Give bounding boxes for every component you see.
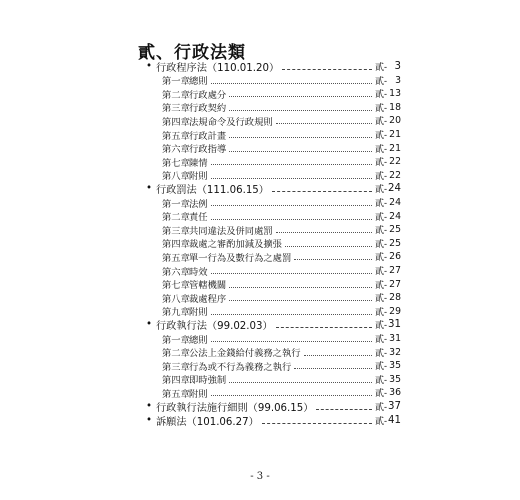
page-number: 25 (389, 224, 401, 236)
chapter-title: 單一行為及數行為之處罰 (189, 252, 292, 264)
chapter-title: 行政指導 (189, 144, 227, 156)
chapter-title: 裁處之審酌加減及擴張 (189, 239, 282, 251)
toc-chapter-entry[interactable] (162, 332, 401, 345)
page-number: 24 (389, 197, 401, 208)
chapter-number: 第一章 (162, 334, 190, 346)
dot-leader (211, 340, 372, 342)
toc-law-entry[interactable] (146, 60, 401, 73)
dot-leader (211, 313, 372, 315)
toc-chapter-entry[interactable] (162, 346, 401, 359)
chapter-number: 第八章 (162, 293, 190, 305)
chapter-title: 公法上金錢給付義務之執行 (189, 348, 301, 360)
toc-chapter-entry[interactable] (162, 250, 401, 263)
chapter-number: 第九章 (162, 307, 190, 319)
chapter-number: 第一章 (162, 76, 190, 88)
chapter-number: 第五章 (162, 388, 190, 400)
chapter-number: 第五章 (162, 130, 190, 142)
law-title: 行政罰法（111.06.15） (156, 185, 269, 197)
page-prefix: 貳- (374, 63, 387, 73)
toc-chapter-entry[interactable] (162, 87, 401, 100)
page-number: 20 (389, 115, 401, 127)
chapter-title: 附則 (189, 388, 208, 400)
chapter-title: 附則 (189, 307, 208, 319)
chapter-number: 第八章 (162, 171, 190, 183)
toc-chapter-entry[interactable] (162, 114, 401, 127)
page-prefix: 貳- (374, 416, 387, 427)
page-number: 31 (388, 319, 401, 331)
page-prefix: 貳- (374, 294, 387, 305)
chapter-number: 第一章 (162, 198, 190, 210)
dot-leader (211, 82, 372, 84)
chapter-title: 行政計畫 (189, 130, 227, 142)
toc-chapter-entry[interactable] (162, 264, 401, 277)
dot-leader (229, 95, 372, 97)
dot-leader (211, 163, 372, 165)
page-number: 31 (389, 333, 401, 344)
chapter-number: 第五章 (162, 252, 190, 264)
chapter-number: 第六章 (162, 144, 190, 156)
page-number: 32 (389, 346, 401, 358)
law-title: 行政執行法施行細則（99.06.15） (156, 403, 314, 414)
page-prefix: 貳- (374, 103, 387, 114)
toc-chapter-entry[interactable] (162, 291, 401, 304)
page-number: 28 (389, 292, 401, 304)
chapter-title: 時效 (189, 266, 208, 278)
dot-leader (229, 136, 372, 138)
chapter-title: 行政契約 (189, 103, 227, 115)
page-prefix: 貳- (374, 117, 387, 128)
page-prefix: 貳- (374, 321, 387, 332)
page-number: 22 (389, 156, 401, 168)
chapter-title: 總則 (189, 334, 208, 346)
dot-leader (211, 177, 372, 179)
dot-leader (272, 190, 372, 192)
dot-leader (211, 204, 372, 206)
chapter-number: 第三章 (162, 361, 190, 373)
chapter-number: 第二章 (162, 348, 190, 360)
dot-leader (294, 367, 372, 369)
toc-chapter-entry[interactable] (162, 223, 401, 236)
dot-leader (229, 286, 372, 288)
toc-chapter-entry[interactable] (162, 101, 401, 114)
page-number: 35 (389, 360, 401, 372)
page-prefix: 貳- (374, 403, 387, 413)
chapter-number: 第七章 (162, 280, 190, 292)
page-number: 36 (389, 387, 401, 399)
chapter-title: 裁處程序 (189, 293, 227, 305)
dot-leader (276, 231, 372, 233)
dot-leader (211, 272, 372, 274)
page-prefix: 貳- (374, 389, 387, 400)
chapter-title: 法規命令及行政規則 (189, 116, 273, 128)
toc-law-entry[interactable] (146, 400, 401, 413)
law-title: 訴願法（101.06.27） (156, 416, 259, 428)
page-number: 27 (389, 265, 401, 276)
toc-chapter-entry[interactable] (162, 210, 401, 223)
bullet-icon: • (146, 183, 153, 195)
chapter-number: 第三章 (162, 225, 190, 237)
page-prefix: 貳- (374, 76, 387, 87)
toc-chapter-entry[interactable] (162, 386, 401, 399)
dot-leader (304, 354, 372, 356)
toc-chapter-entry[interactable] (162, 128, 401, 141)
page-number: 27 (389, 278, 401, 290)
chapter-number: 第二章 (162, 212, 190, 224)
dot-leader (229, 299, 372, 301)
page-prefix: 貳- (374, 90, 387, 101)
page-number: 26 (389, 251, 401, 263)
page-number: 24 (389, 210, 401, 222)
toc-chapter-entry[interactable] (162, 155, 401, 168)
page-number: 13 (389, 88, 401, 100)
page-prefix: 貳- (374, 335, 387, 345)
chapter-number: 第六章 (162, 266, 190, 278)
law-title: 行政程序法（110.01.20） (156, 63, 280, 74)
toc-chapter-entry[interactable] (162, 169, 401, 182)
page-number: 3 (395, 74, 401, 86)
dot-leader (211, 394, 372, 396)
dot-leader (294, 258, 372, 260)
page-number: 21 (389, 129, 401, 140)
dot-leader (262, 422, 372, 424)
toc-chapter-entry[interactable] (162, 278, 401, 291)
chapter-title: 總則 (189, 76, 208, 88)
page-number: 18 (389, 101, 401, 113)
page-prefix: 貳- (374, 226, 387, 237)
page-prefix: 貳- (374, 144, 387, 155)
bullet-icon: • (146, 319, 153, 331)
toc-chapter-entry[interactable] (162, 196, 401, 209)
dot-leader (276, 326, 372, 328)
page-prefix: 貳- (374, 239, 387, 250)
page-prefix: 貳- (374, 199, 387, 209)
page-number: 35 (389, 373, 401, 385)
page-number-footer: - 3 - (250, 471, 270, 482)
chapter-number: 第四章 (162, 239, 190, 251)
page-number: 21 (389, 142, 401, 154)
chapter-title: 陳情 (189, 157, 208, 169)
page-prefix: 貳- (374, 375, 387, 386)
dot-leader (229, 150, 372, 152)
page-prefix: 貳- (374, 307, 387, 318)
chapter-title: 附則 (189, 171, 208, 183)
page-title: 貳、行政法類 (138, 43, 246, 63)
chapter-title: 即時強制 (189, 375, 227, 387)
page-number: 24 (388, 183, 401, 195)
chapter-title: 法例 (189, 198, 208, 210)
page-prefix: 貳- (374, 253, 387, 264)
chapter-title: 責任 (189, 212, 208, 224)
page-prefix: 貳- (374, 171, 387, 182)
toc-chapter-entry[interactable] (162, 305, 401, 318)
dot-leader (316, 408, 372, 410)
page-number: 3 (394, 61, 401, 72)
toc-law-entry[interactable] (146, 318, 401, 331)
page-prefix: 貳- (374, 362, 387, 373)
page-number: 22 (389, 169, 401, 181)
bullet-icon: • (146, 414, 153, 426)
page-number: 25 (389, 237, 401, 249)
dot-leader (211, 218, 372, 220)
toc-chapter-entry[interactable] (162, 142, 401, 155)
chapter-title: 共同違法及併同處罰 (189, 225, 273, 237)
dot-leader (285, 245, 372, 247)
page-prefix: 貳- (374, 131, 387, 141)
page-number: 37 (388, 401, 401, 412)
page-number: 29 (389, 305, 401, 317)
toc-chapter-entry[interactable] (162, 359, 401, 372)
page-prefix: 貳- (374, 280, 387, 291)
toc-chapter-entry[interactable] (162, 74, 401, 87)
toc-law-entry[interactable] (146, 182, 401, 195)
page-prefix: 貳- (374, 348, 387, 359)
chapter-number: 第四章 (162, 375, 190, 387)
page-prefix: 貳- (374, 185, 387, 196)
toc-chapter-entry[interactable] (162, 373, 401, 386)
toc-chapter-entry[interactable] (162, 237, 401, 250)
page-prefix: 貳- (374, 212, 387, 223)
chapter-title: 行政處分 (189, 89, 227, 101)
toc-law-entry[interactable] (146, 414, 401, 427)
chapter-title: 管轄機關 (189, 280, 227, 292)
page-number: 41 (388, 414, 401, 426)
chapter-number: 第二章 (162, 89, 190, 101)
chapter-number: 第四章 (162, 116, 190, 128)
bullet-icon: • (146, 401, 153, 412)
chapter-number: 第三章 (162, 103, 190, 115)
chapter-number: 第七章 (162, 157, 190, 169)
dot-leader (229, 109, 372, 111)
dot-leader (276, 122, 372, 124)
law-title: 行政執行法（99.02.03） (156, 321, 273, 333)
dot-leader (282, 68, 372, 70)
dot-leader (229, 381, 372, 383)
chapter-title: 行為或不行為義務之執行 (189, 361, 292, 373)
bullet-icon: • (146, 61, 153, 72)
page-prefix: 貳- (374, 267, 387, 277)
page-prefix: 貳- (374, 158, 387, 169)
